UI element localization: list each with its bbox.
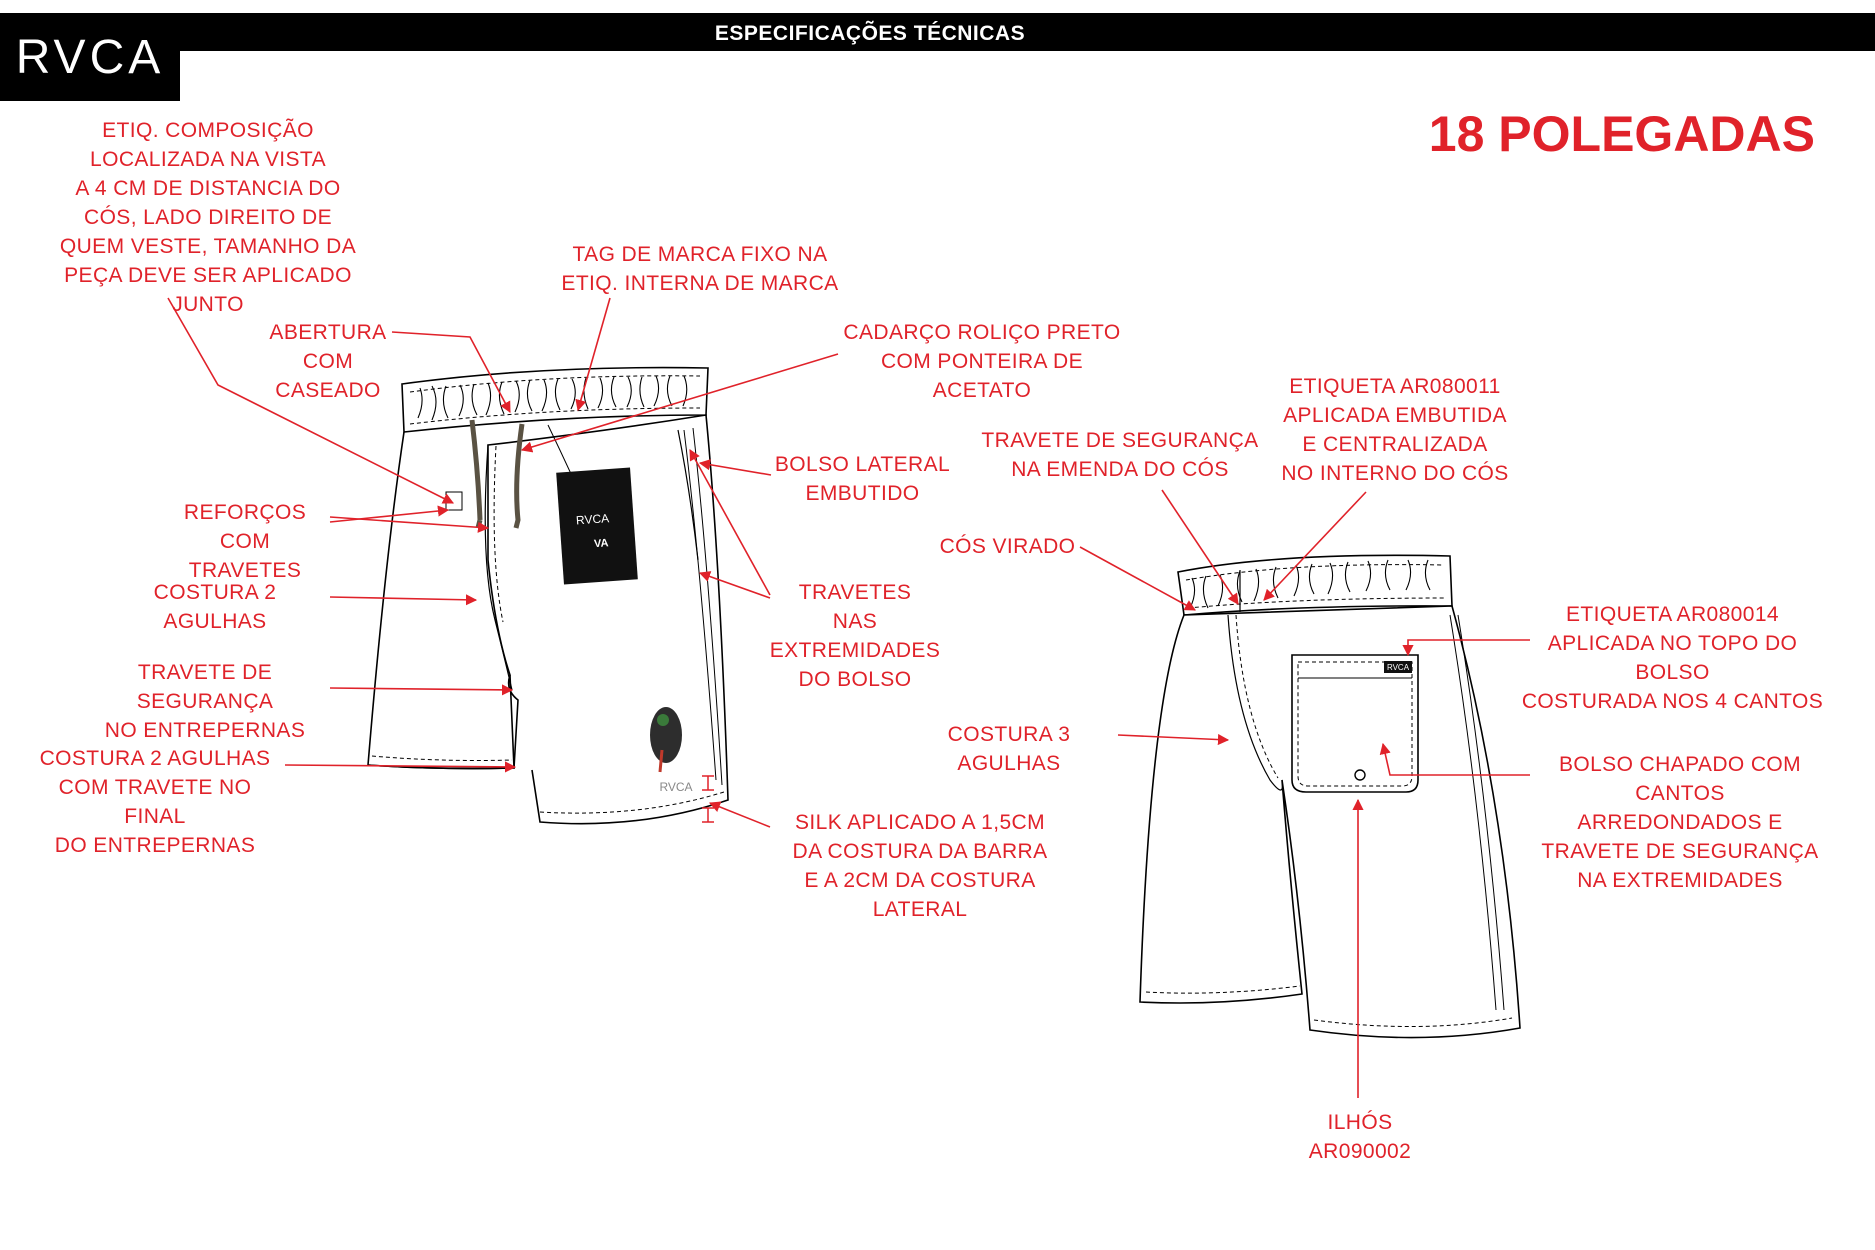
callout-abertura: ABERTURA COM CASEADO	[269, 321, 387, 402]
front-drawcord	[472, 420, 480, 528]
callout-travetes-bolso: TRAVETES NAS EXTREMIDADES DO BOLSO	[769, 581, 941, 691]
callout-reforcos: REFORÇOS COM TRAVETES	[183, 501, 307, 582]
callout-costura-2-travete: COSTURA 2 AGULHAS COM TRAVETE NO FINAL DO ENTREPERNAS	[39, 747, 271, 857]
brand-logo-text: RVCA	[15, 30, 165, 84]
callout-cos-virado: CÓS VIRADO	[939, 535, 1076, 558]
callout-etiqueta-ar080011: ETIQUETA AR080011 APLICADA EMBUTIDA E CENTRALIZADA NO INTERNO DO CÓS	[1281, 375, 1509, 485]
callout-travete-entrepernas: TRAVETE DE SEGURANÇA NO ENTREPERNAS	[104, 661, 306, 742]
pocket-label-text: RVCA	[1386, 663, 1410, 672]
callout-bolso-lateral: BOLSO LATERAL EMBUTIDO	[774, 453, 951, 505]
callout-ilhos: ILHÓS AR090002	[1308, 1111, 1412, 1163]
callout-bolso-chapado: BOLSO CHAPADO COM CANTOS ARREDONDADOS E TRAVETE DE SEGURANÇA NA EXTREMIDADES	[1541, 753, 1819, 892]
callout-etiq-composicao: ETIQ. COMPOSIÇÃO LOCALIZADA NA VISTA A 4 CM DE DISTANCIA DO CÓS, LADO DIREITO DE QUEM VESTE, TAMANHO DA PEÇA DEVE SER APLICADO JUNTO	[59, 119, 357, 316]
callout-travete-cos: TRAVETE DE SEGURANÇA NA EMENDA DO CÓS	[981, 429, 1259, 481]
silk-text: RVCA	[659, 780, 693, 794]
hangtag-brand: RVCA	[575, 511, 610, 528]
front-body-outline	[368, 415, 728, 824]
arrow-cos-virado	[1080, 547, 1195, 610]
pocket-label	[1384, 661, 1412, 673]
page-title: ESPECIFICAÇÕES TÉCNICAS	[714, 22, 1026, 45]
hangtag	[556, 468, 638, 585]
size-heading: 18 POLEGADAS	[1428, 106, 1815, 162]
callout-tag-marca: TAG DE MARCA FIXO NA ETIQ. INTERNA DE MARCA	[561, 243, 839, 295]
callout-silk: SILK APLICADO A 1,5CM DA COSTURA DA BARRA E A 2CM DA COSTURA LATERAL	[792, 811, 1048, 921]
callout-etiqueta-ar080014: ETIQUETA AR080014 APLICADA NO TOPO DO BOLSO COSTURADA NOS 4 CANTOS	[1521, 603, 1824, 713]
callout-costura-3-agulhas: COSTURA 3 AGULHAS	[947, 723, 1071, 775]
back-shorts-drawing	[1140, 555, 1520, 1037]
callout-costura-2-agulhas: COSTURA 2 AGULHAS	[153, 581, 277, 633]
callout-cadarco: CADARÇO ROLIÇO PRETO COM PONTEIRA DE ACETATO	[843, 321, 1121, 402]
hangtag-mark: VA	[593, 537, 609, 551]
back-patch-pocket	[1292, 655, 1418, 792]
